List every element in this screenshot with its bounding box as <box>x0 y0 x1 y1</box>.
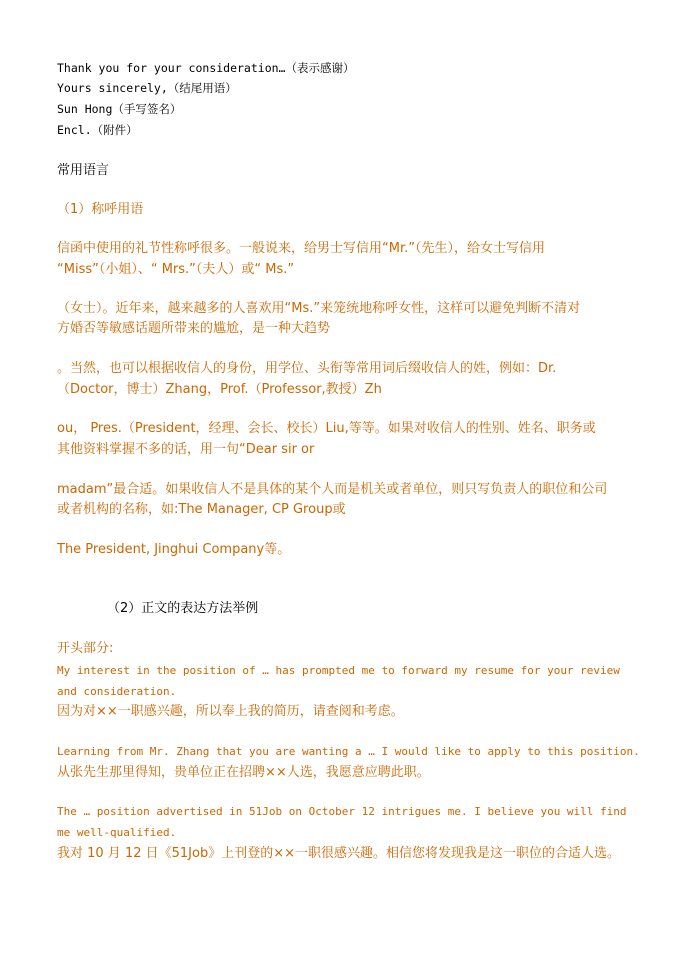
example-2-english: Learning from Mr. Zhang that you are wanting a … I would like to apply to this position. <box>57 745 640 758</box>
opening-label: 开头部分: <box>57 641 114 656</box>
body-expression-heading: （2）正文的表达方法举例 <box>107 601 259 616</box>
salutation-paragraph-3b: （Doctor，博士）Zhang，Prof.（Professor,教授）Zh <box>57 382 382 397</box>
salutation-paragraph-4b: 其他资料掌握不多的话，用一句“Dear sir or <box>57 442 315 457</box>
salutation-paragraph-4a: ou， Pres.（President，经理、会长、校长）Liu,等等。如果对收信人的性别、姓名、职务或 <box>57 421 596 436</box>
salutation-paragraph-5a: madam”最合适。如果收信人不是具体的某个人而是机关或者单位，则只写负责人的职位和公司 <box>57 482 608 497</box>
closing-signature: Sun Hong（手写签名） <box>57 102 182 116</box>
example-1-english-a: My interest in the position of … has prompted me to forward my resume for your review <box>57 664 620 677</box>
section-title: 常用语言 <box>57 163 110 178</box>
salutation-paragraph-3a: 。当然，也可以根据收信人的身份，用学位、头衔等常用词后缀收信人的姓，例如：Dr. <box>57 361 557 376</box>
salutation-paragraph-1a: 信函中使用的礼节性称呼很多。一般说来，给男士写信用“Mr.”（先生），给女士写信用 <box>57 241 545 256</box>
salutation-paragraph-1b: “Miss”（小姐）、“ Mrs.”（夫人）或“ Ms.” <box>57 262 295 277</box>
salutation-paragraph-5b: 或者机构的名称，如:The Manager, CP Group或 <box>57 502 346 517</box>
salutation-paragraph-6: The President, Jinghui Company等。 <box>57 542 291 557</box>
example-3-chinese: 我对 10 月 12 日《51Job》上刊登的××一职很感兴趣。相信您将发现我是这一职位的合适人选。 <box>57 846 620 861</box>
example-3-english-a: The … position advertised in 51Job on October 12 intrigues me. I believe you will find <box>57 805 627 818</box>
example-1-chinese: 因为对××一职感兴趣，所以奉上我的简历，请查阅和考虑。 <box>57 704 404 719</box>
example-3-english-b: me well-qualified. <box>57 826 177 839</box>
example-2-chinese: 从张先生那里得知，贵单位正在招聘××人选，我愿意应聘此职。 <box>57 765 430 780</box>
closing-sincerely: Yours sincerely,（结尾用语） <box>57 81 237 95</box>
example-1-english-b: and consideration. <box>57 685 177 698</box>
salutation-heading: （1）称呼用语 <box>57 202 144 217</box>
salutation-paragraph-2a: （女士）。近年来，越来越多的人喜欢用“Ms.”来笼统地称呼女性，这样可以避免判断不清对 <box>57 301 581 316</box>
closing-thanks: Thank you for your consideration…（表示感谢） <box>57 61 355 75</box>
closing-enclosure: Encl.（附件） <box>57 123 138 137</box>
salutation-paragraph-2b: 方婚否等敏感话题所带来的尴尬，是一种大趋势 <box>57 321 331 336</box>
